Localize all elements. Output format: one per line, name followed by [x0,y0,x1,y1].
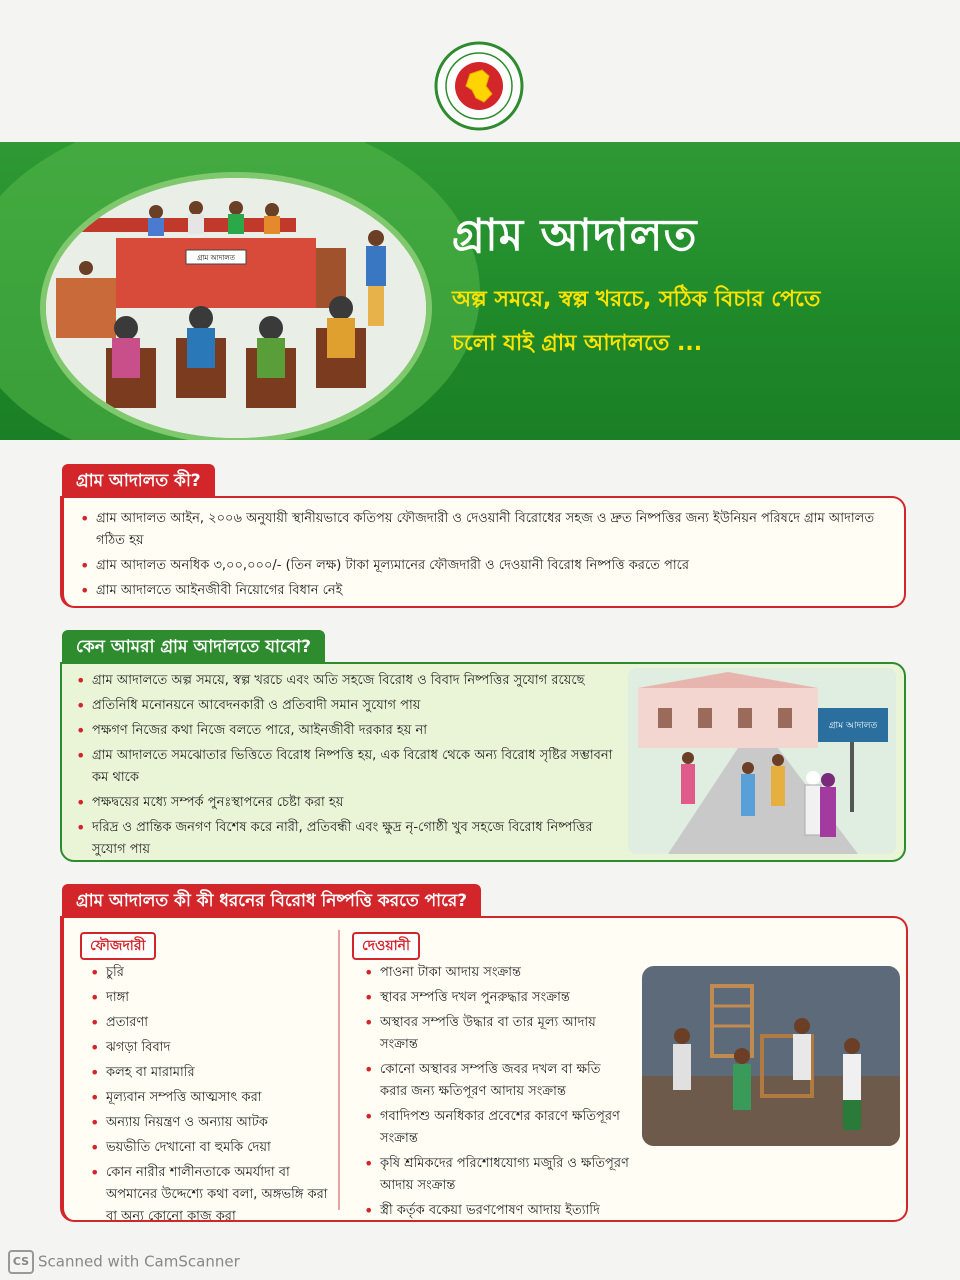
list-item: • কোন নারীর শালীনতাকে অমর্যাদা বা অপমানের উদ্দেশ্যে কথা বলা, অঙ্গভঙ্গি করা বা অন্য কোনো কাজ করা [84,1162,334,1228]
list-item: • গ্রাম আদালতে অল্প সময়ে, স্বল্প খরচে এবং অতি সহজে বিরোধ ও বিবাদ নিষ্পত্তির সুযোগ রয়েছে [70,670,622,692]
list-item: • স্ত্রী কর্তৃক বকেয়া ভরণপোষণ আদায় ইত্যাদি [358,1200,630,1222]
conflict-illustration [642,966,900,1146]
list-item: • ভয়ভীতি দেখানো বা হুমকি দেয়া [84,1137,334,1159]
government-seal [426,40,532,132]
civil-title: দেওয়ানী [352,932,420,960]
court-illustration [40,172,432,440]
section-why [60,662,906,862]
list-item: • চুরি [84,962,334,984]
what-is-list [64,498,904,602]
list-item: • ঝগড়া বিবাদ [84,1037,334,1059]
list-item: • গ্রাম আদালত আইন, ২০০৬ অনুযায়ী স্থানীয়ভাবে কতিপয় ফৌজদারী ও দেওয়ানী বিরোধের সহজ ও দ্রুত নিষ্পত্তির জন্য ইউনিয়ন পরিষদে গ্রাম আদালত গঠিত হয় [74,508,888,552]
why-list [70,670,622,864]
list-item: • পক্ষগণ নিজের কথা নিজে বলতে পারে, আইনজীবী দরকার হয় না [70,720,622,742]
list-item: • দরিদ্র ও প্রান্তিক জনগণ বিশেষ করে নারী, প্রতিবন্ধী এবং ক্ষুদ্র নৃ-গোষ্ঠী খুব সহজে বিরোধ নিষ্পত্তির সুযোগ পায় [70,817,622,861]
section-what-is [60,496,906,608]
list-item: • পক্ষদ্বয়ের মধ্যে সম্পর্ক পুনঃস্থাপনের চেষ্টা করা হয় [70,792,622,814]
union-office-illustration [628,668,896,854]
banner-subtitle [452,278,932,366]
section-title-what-is: গ্রাম আদালত কী? [62,464,215,498]
list-item: • গ্রাম আদালতে আইনজীবী নিয়োগের বিধান নেই [74,580,888,602]
list-item: • পাওনা টাকা আদায় সংক্রান্ত [358,962,630,984]
list-item: • স্থাবর সম্পত্তি দখল পুনরুদ্ধার সংক্রান্ত [358,987,630,1009]
bangladesh-map-seal-icon [426,40,532,132]
subtitle-line-1: অল্প সময়ে, স্বল্প খরচে, সঠিক বিচার পেতে [452,287,821,312]
camscanner-logo-icon: CS [8,1250,34,1274]
signboard-text: গ্রাম আদালত [828,721,878,731]
criminal-title: ফৌজদারী [80,932,156,960]
list-item: • মূল্যবান সম্পত্তি আত্মসাৎ করা [84,1087,334,1109]
criminal-list [84,962,334,1231]
list-item: • গ্রাম আদালত অনধিক ৩,০০,০০০/- (তিন লক্ষ) টাকা মূল্যমানের ফৌজদারী ও দেওয়ানী বিরোধ নিষ্পত্তি করতে পারে [74,555,888,577]
section-title-types: গ্রাম আদালত কী কী ধরনের বিরোধ নিষ্পত্তি করতে পারে? [62,884,481,918]
list-item: • প্রতারণা [84,1012,334,1034]
hero-banner [0,142,960,440]
watermark-text: Scanned with CamScanner [38,1252,240,1271]
section-title-why: কেন আমরা গ্রাম আদালতে যাবো? [62,630,325,664]
list-item: • দাঙ্গা [84,987,334,1009]
section-types [60,916,908,1222]
column-divider [338,930,340,1210]
list-item: • প্রতিনিধি মনোনয়নে আবেদনকারী ও প্রতিবাদী সমান সুযোগ পায় [70,695,622,717]
list-item: • অস্থাবর সম্পত্তি উদ্ধার বা তার মূল্য আদায় সংক্রান্ত [358,1012,630,1056]
desk-sign: গ্রাম আদালত [197,254,235,262]
page-title: গ্রাম আদালত [452,210,698,261]
list-item: • কৃষি শ্রমিকদের পরিশোধযোগ্য মজুরি ও ক্ষতিপূরণ আদায় সংক্রান্ত [358,1153,630,1197]
list-item: • গবাদিপশু অনধিকার প্রবেশের কারণে ক্ষতিপূরণ সংক্রান্ত [358,1106,630,1150]
subtitle-line-2: চলো যাই গ্রাম আদালতে ... [452,331,703,356]
list-item: • অন্যায় নিয়ন্ত্রণ ও অন্যায় আটক [84,1112,334,1134]
scanner-watermark [8,1250,240,1274]
list-item: • কলহ বা মারামারি [84,1062,334,1084]
list-item: • গ্রাম আদালতে সমঝোতার ভিত্তিতে বিরোধ নিষ্পত্তি হয়, এক বিরোধ থেকে অন্য বিরোধ সৃষ্টির সম্ভাবনা কম থাকে [70,745,622,789]
civil-list [358,962,630,1225]
list-item: • কোনো অস্থাবর সম্পত্তি জবর দখল বা ক্ষতি করার জন্য ক্ষতিপূরণ আদায় সংক্রান্ত [358,1059,630,1103]
